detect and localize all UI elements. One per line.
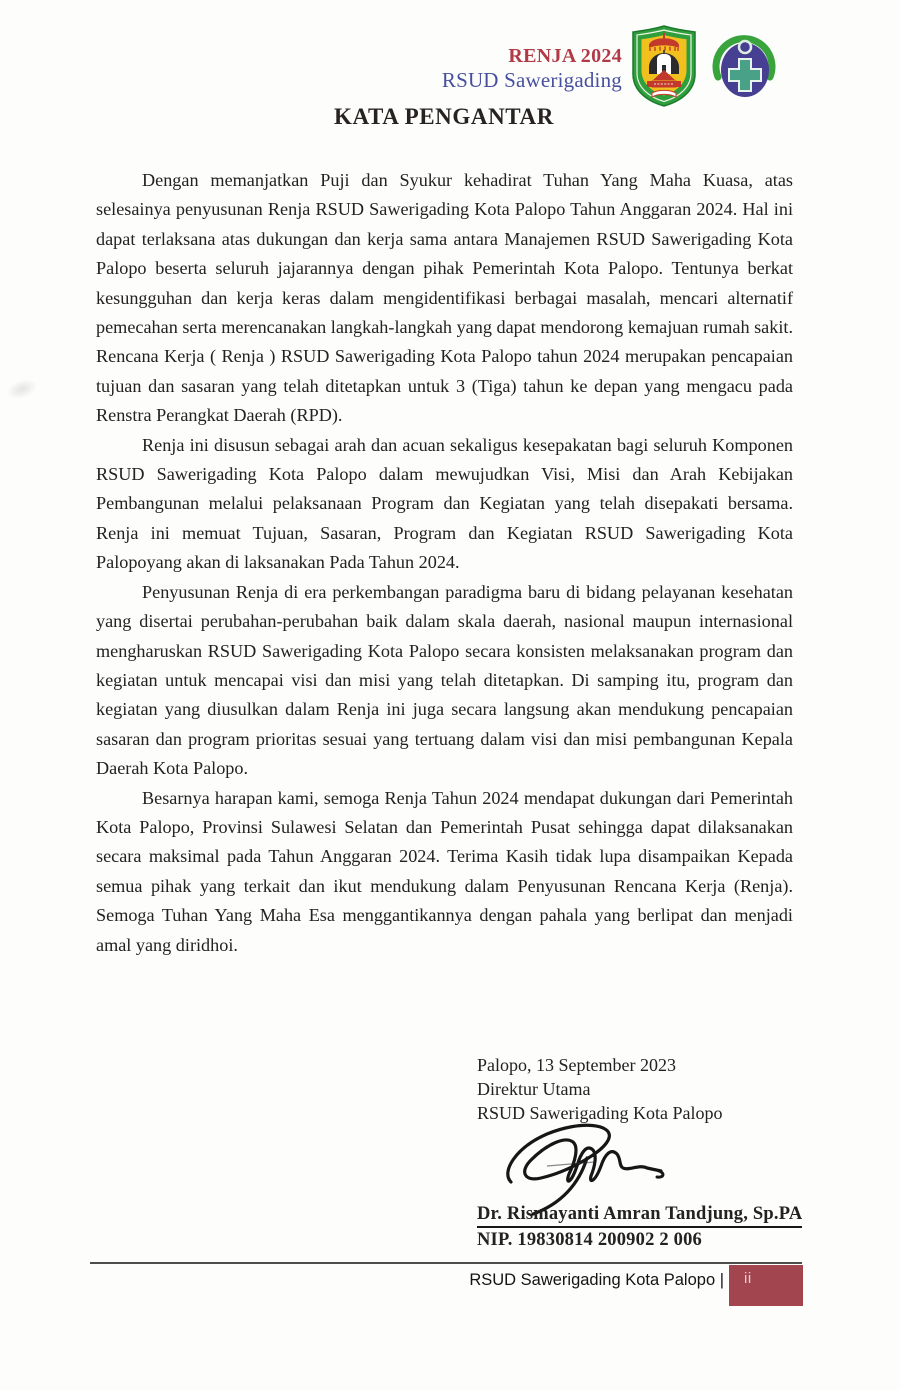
palopo-city-crest-icon	[627, 24, 701, 108]
signature-position: Direktur Utama	[477, 1079, 591, 1099]
scan-smudge	[4, 375, 40, 402]
page-number: ii	[744, 1270, 752, 1287]
hospital-logo-icon	[706, 27, 782, 103]
page-title: KATA PENGANTAR	[334, 104, 554, 129]
header-org-label: RSUD Sawerigading	[441, 68, 622, 93]
signature-image	[486, 1118, 732, 1214]
document-header	[0, 44, 622, 94]
footer-label: RSUD Sawerigading Kota Palopo |	[469, 1271, 724, 1289]
signatory-name: Dr. Rismayanti Amran Tandjung, Sp.PA	[477, 1204, 802, 1228]
document-body	[96, 166, 793, 960]
signatory-nip: NIP. 19830814 200902 2 006	[477, 1230, 702, 1250]
paragraph-4: Besarnya harapan kami, semoga Renja Tahun 2024 mendapat dukungan dari Pemerintah Kota Palopo, Provinsi Sulawesi Selatan dan Pemerintah Pusat sehingga dapat dilaksanakan secara maksimal pada Tahun Anggaran 2024. Terima Kasih tidak lupa disampaikan Kepada semua pihak yang terkait dan ikut mendukung dalam Penyusunan Rencana Kerja (Renja). Semoga Tuhan Yang Maha Esa menggantikannya dengan pahala yang berlipat dan menjadi amal yang diridhoi.	[96, 787, 793, 955]
footer-divider	[90, 1262, 802, 1264]
header-renja-label: RENJA 2024	[508, 45, 622, 67]
paragraph-1: Dengan memanjatkan Puji dan Syukur kehadirat Tuhan Yang Maha Kuasa, atas selesainya penyusunan Renja RSUD Sawerigading Kota Palopo Tahun Anggaran 2024. Hal ini dapat terlaksana atas dukungan dan kerja sama antara Manajemen RSUD Sawerigading Kota Palopo beserta seluruh jajarannya dengan pihak Pemerintah Kota Palopo. Tentunya berkat kesungguhan dan kerja keras dalam mengidentifikasi berbagai masalah, mencari alternatif pemecahan serta merencanakan langkah-langkah yang dapat mendorong kemajuan rumah sakit. Rencana Kerja ( Renja ) RSUD Sawerigading Kota Palopo tahun 2024 merupakan pencapaian tujuan dan sasaran yang telah ditetapkan untuk 3 (Tiga) tahun ke depan yang mengacu pada Renstra Perangkat Daerah (RPD).	[96, 170, 793, 426]
signature-organization: RSUD Sawerigading Kota Palopo	[477, 1103, 723, 1123]
signature-place-date: Palopo, 13 September 2023	[477, 1055, 676, 1075]
paragraph-3: Penyusunan Renja di era perkembangan paradigma baru di bidang pelayanan kesehatan yang disertai perubahan-perubahan baik dalam skala daerah, nasional maupun internasional mengharuskan RSUD Sawerigading Kota Palopo secara konsisten melaksanakan program dan kegiatan untuk mencapai visi dan misi yang telah ditetapkan. Di samping itu, program dan kegiatan yang diusulkan dalam Renja ini juga secara langsung akan mendukung pencapaian sasaran dan program prioritas sesuai yang tertuang dalam visi dan misi pembangunan Kepala Daerah Kota Palopo.	[96, 581, 793, 779]
page-number-badge	[729, 1265, 803, 1306]
paragraph-2: Renja ini disusun sebagai arah dan acuan sekaligus kesepakatan bagi seluruh Komponen RSUD Sawerigading Kota Palopo dalam mewujudkan Visi, Misi dan Arah Kebijakan Pembangunan melalui pelaksanaan Program dan Kegiatan yang telah disepakati bersama. Renja ini memuat Tujuan, Sasaran, Program dan Kegiatan RSUD Sawerigading Kota Palopoyang akan di laksanakan Pada Tahun 2024.	[96, 434, 793, 573]
